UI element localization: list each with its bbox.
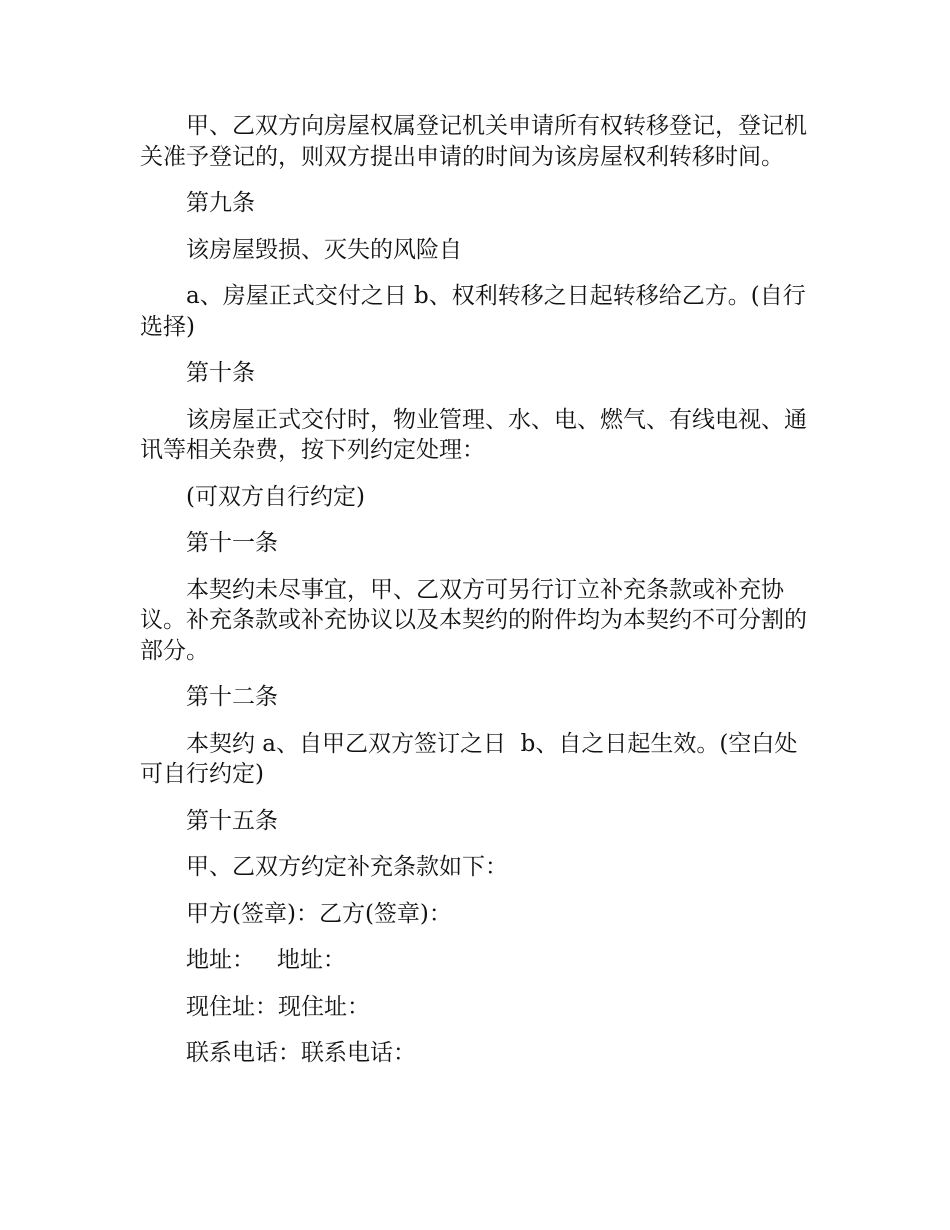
- article-9-heading: 第九条: [186, 190, 255, 216]
- article-10-heading: 第十条: [186, 360, 255, 386]
- paragraph-effective: 本契约 a、自甲乙双方签订之日 b、自之日起生效。(空白处可自行约定): [140, 730, 798, 787]
- paragraph-risk: 该房屋毁损、灭失的风险自: [186, 236, 462, 263]
- address-line: 地址： 地址：: [186, 947, 346, 973]
- paragraph-risk-options: a、房屋正式交付之日 b、权利转移之日起转移给乙方。(自行选择): [140, 283, 806, 340]
- paragraph-fees: 该房屋正式交付时，物业管理、水、电、燃气、有线电视、通讯等相关杂费，按下列约定处理：: [140, 406, 807, 463]
- phone-line: 联系电话：联系电话：: [186, 1040, 416, 1066]
- signature-line: 甲方(签章)：乙方(签章)：: [186, 900, 452, 927]
- current-address-line: 现住址：现住址：: [186, 993, 370, 1020]
- paragraph-fees-note: (可双方自行约定): [186, 483, 365, 510]
- article-11-heading: 第十一条: [186, 530, 278, 556]
- article-12-heading: 第十二条: [186, 684, 278, 710]
- paragraph-supplementary: 本契约未尽事宜，甲、乙双方可另行订立补充条款或补充协议。补充条款或补充协议以及本契约的附件均为本契约不可分割的部分。: [140, 576, 807, 664]
- article-15-heading: 第十五条: [186, 807, 278, 834]
- paragraph-transfer-registration: 甲、乙双方向房屋权属登记机关申请所有权转移登记，登记机关准予登记的，则双方提出申请的时间为该房屋权利转移时间。: [140, 113, 807, 170]
- document-body: [140, 111, 820, 1085]
- paragraph-extra-terms: 甲、乙双方约定补充条款如下：: [186, 854, 508, 880]
